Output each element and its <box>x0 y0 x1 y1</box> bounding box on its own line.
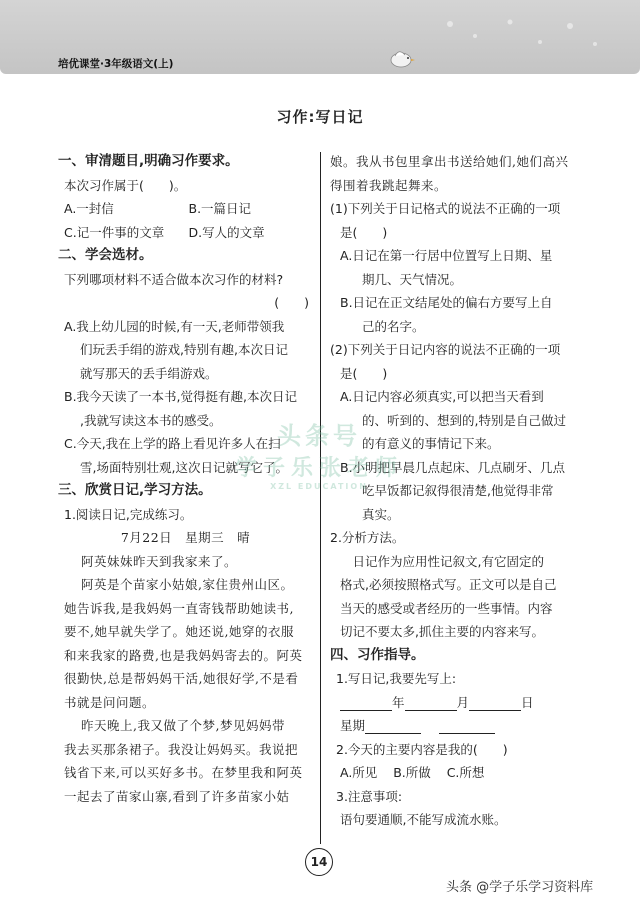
book-title: 培优课堂·3年级语文(上) <box>58 58 174 70</box>
footer-watermark: 头条 @学子乐学习资料库 <box>446 880 594 895</box>
option-c: C.所想 <box>446 765 485 780</box>
option-a-line1: A.我上幼儿园的时候,有一天,老师带领我 <box>64 318 285 334</box>
q1-option-a: A.日记在第一行居中位置写上日期、星 <box>340 248 553 263</box>
year-blank[interactable] <box>340 696 392 711</box>
diary-line: 阿英妹妹昨天到我家来了。 <box>68 553 238 569</box>
answer-paren: ( ) <box>274 295 309 310</box>
diary-line: 很勤快,总是帮妈妈干活,她很好学,不是看 <box>64 671 299 686</box>
heading-4: 四、习作指导。 <box>330 646 425 663</box>
month-label: 月 <box>456 694 470 710</box>
guide-options <box>330 761 588 785</box>
diary-line: 她告诉我,是我妈妈一直寄钱帮助她读书, <box>64 600 294 616</box>
year-label: 年 <box>392 694 405 710</box>
right-column <box>330 150 588 832</box>
option-c-line1: C.今天,我在上学的路上看见许多人在扫 <box>64 436 281 451</box>
decorative-dots <box>430 14 610 54</box>
day-blank[interactable] <box>469 696 521 711</box>
analysis-text: 日记作为应用性记叙文,有它固定的 <box>340 553 544 569</box>
sub-instruction: 1.阅读日记,完成练习。 <box>64 506 193 522</box>
q1-stem: (1)下列关于日记格式的说法不正确的一项 <box>330 201 561 216</box>
diary-line: 娘。我从书包里拿出书送给她们,她们高兴 <box>330 154 569 169</box>
q2-option-a-cont: 的有意义的事情记下来。 <box>362 436 500 451</box>
q2-stem: (2)下列关于日记内容的说法不正确的一项 <box>330 342 561 357</box>
diary-continued <box>330 150 588 197</box>
page-header <box>0 0 640 74</box>
q1-option-b: B.日记在正文结尾处的偏右方要写上自 <box>340 295 553 310</box>
diary-date: 7月22日 星期三 晴 <box>120 530 251 545</box>
diary-line: 钱省下来,可以买好多书。在梦里我和阿英 <box>64 765 303 780</box>
option-b: B.所做 <box>393 765 431 780</box>
option-c: C.记一件事的文章 <box>64 224 165 240</box>
weekday-blank[interactable] <box>365 719 421 734</box>
q1-option-a-cont: 期几、天气情况。 <box>362 271 463 287</box>
q1-option-b-cont: 己的名字。 <box>362 318 425 334</box>
question-1: 本次习作属于( )。 <box>64 177 187 193</box>
q2-option-b-cont: 真实。 <box>362 506 400 522</box>
diary-text <box>58 550 313 809</box>
guide-item-1: 1.写日记,我要先写上: <box>336 671 457 686</box>
option-b-line1: B.我今天读了一本书,觉得挺有趣,本次日记 <box>64 389 297 404</box>
option-a: A.所见 <box>340 765 378 780</box>
q2-option-a: A.日记内容必须真实,可以把当天看到 <box>340 389 544 404</box>
analysis-text: 切记不要太多,抓住主要的内容来写。 <box>340 624 544 639</box>
guide-item-2: 2.今天的主要内容是我的( ) <box>336 741 508 757</box>
q2-option-a-cont: 的、听到的、想到的,特别是自己做过 <box>362 412 566 428</box>
diary-line: 要不,她早就失学了。她还说,她穿的衣服 <box>64 624 294 639</box>
watermark-line: XZL EDUCATION <box>270 482 368 491</box>
analysis-text: 当天的感受或者经历的一些事情。内容 <box>340 600 553 616</box>
page-title: 习作:写日记 <box>276 108 364 126</box>
option-a-line3: 就写那天的丢手绢游戏。 <box>80 365 218 381</box>
option-b: B.一篇日记 <box>188 201 252 216</box>
diary-line: 昨天晚上,我又做了个梦,梦见妈妈带 <box>68 718 285 733</box>
diary-line: 和来我家的路费,也是我妈妈寄去的。阿英 <box>64 647 303 663</box>
page-number: 14 <box>305 848 333 876</box>
question-2: 下列哪项材料不适合做本次习作的材料? <box>64 271 284 287</box>
weather-blank[interactable] <box>439 719 495 734</box>
option-a-line2: 们玩丢手绢的游戏,特别有趣,本次日记 <box>80 342 288 357</box>
diary-line: 书就是问问题。 <box>64 694 156 710</box>
left-column <box>58 150 313 808</box>
q2-stem-end: 是( ) <box>340 365 388 381</box>
watermark-line: 头条号 <box>277 422 361 450</box>
day-label: 日 <box>521 694 534 710</box>
options-row-1 <box>58 197 313 221</box>
diary-line: 一起去了苗家山寨,看到了许多苗家小姑 <box>64 788 290 804</box>
option-c-line2: 雪,场面特别壮观,这次日记就写它了。 <box>80 459 288 475</box>
guide-item-3: 3.注意事项: <box>336 788 403 804</box>
heading-2: 二、学会选材。 <box>58 247 153 263</box>
analysis-heading: 2.分析方法。 <box>330 530 405 545</box>
month-blank[interactable] <box>405 696 457 711</box>
diary-line: 得围着我跳起舞来。 <box>330 177 448 193</box>
heading-3: 三、欣赏日记,学习方法。 <box>58 482 212 498</box>
option-a: A.一封信 <box>64 201 114 216</box>
diary-line: 阿英是个苗家小姑娘,家住贵州山区。 <box>68 577 294 592</box>
option-d: D.写人的文章 <box>188 224 265 240</box>
options-row-2 <box>58 221 313 245</box>
guide-item-3-text: 语句要通顺,不能写成流水账。 <box>340 812 507 827</box>
weekday-label: 星期 <box>340 718 366 733</box>
option-b-line2: ,我就写读这本书的感受。 <box>80 412 222 428</box>
q2-option-b: B.小明把早晨几点起床、几点刷牙、几点 <box>340 459 566 475</box>
weekday-row <box>330 714 588 738</box>
heading-1: 一、审清题目,明确习作要求。 <box>58 153 239 169</box>
watermark-line: 学子乐张老师 <box>234 456 403 481</box>
bird-icon <box>386 46 416 70</box>
date-blanks-row <box>330 691 588 715</box>
q2-option-b-cont: 吃早饭都记叙得很清楚,他觉得非常 <box>362 483 554 498</box>
column-divider <box>320 152 321 844</box>
analysis-text: 格式,必须按照格式写。正文可以是自己 <box>340 577 557 592</box>
q1-stem-end: 是( ) <box>340 224 388 240</box>
diary-line: 我去买那条裙子。我没让妈妈买。我说把 <box>64 741 299 757</box>
